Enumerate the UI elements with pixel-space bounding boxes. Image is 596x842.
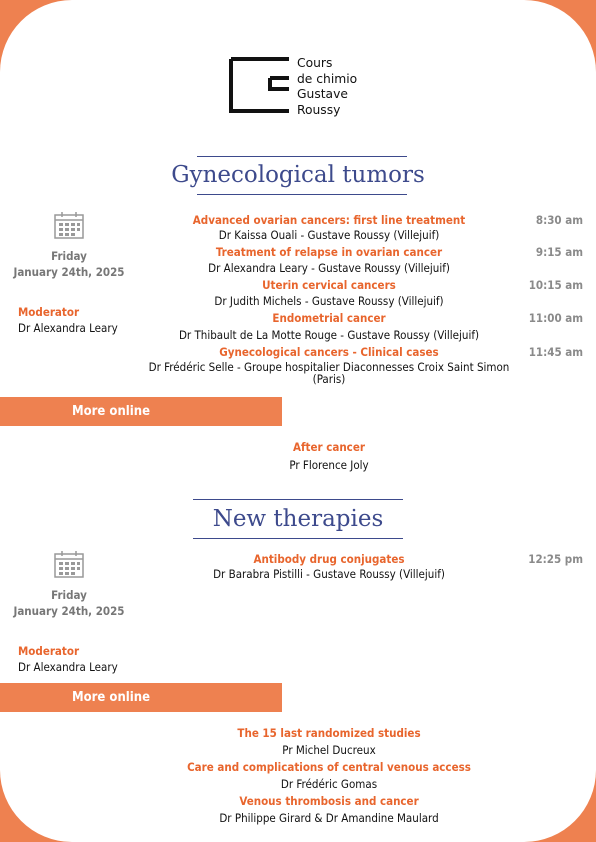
logo-line: Roussy	[297, 102, 341, 117]
talk-speaker: Dr Judith Michels - Gustave Roussy (Villejuif)	[214, 294, 444, 308]
divider	[197, 194, 407, 195]
talk-title: Advanced ovarian cancers: first line treatment	[192, 213, 466, 227]
online-talk-title: The 15 last randomized studies	[237, 726, 421, 740]
more-online-banner	[0, 683, 282, 712]
session-day: Friday	[51, 588, 87, 602]
talk-title: Treatment of relapse in ovarian cancer	[215, 245, 443, 259]
logo-line: Gustave	[297, 87, 348, 101]
talk-time: 9:15 am	[535, 245, 583, 259]
talk-speaker: Dr Barabra Pistilli - Gustave Roussy (Villejuif)	[213, 567, 445, 581]
divider	[193, 538, 403, 539]
session-date: January 24th, 2025	[13, 265, 125, 279]
session-day: Friday	[51, 249, 87, 263]
talk-title: Gynecological cancers - Clinical cases	[219, 345, 439, 359]
logo-mark-icon	[229, 57, 291, 113]
talk-speaker: Dr Thibault de La Motte Rouge - Gustave Roussy (Villejuif)	[178, 328, 480, 342]
online-talk-speaker: Dr Philippe Girard & Dr Amandine Maulard	[219, 811, 439, 825]
online-talk-title: Care and complications of central venous access	[187, 760, 471, 774]
talk-title: Endometrial cancer	[272, 311, 386, 325]
online-talk-title: After cancer	[293, 440, 365, 454]
moderator-label: Moderator	[18, 644, 80, 658]
more-online-label: More online	[71, 690, 151, 705]
talk-time: 12:25 pm	[528, 552, 583, 566]
moderator-label: Moderator	[18, 305, 80, 319]
talk-title: Uterin cervical cancers	[262, 278, 396, 292]
section-title: New therapies	[212, 506, 384, 532]
more-online-label: More online	[71, 404, 151, 419]
calendar-icon	[54, 550, 84, 578]
calendar-icon	[54, 211, 84, 239]
talk-time: 10:15 am	[528, 278, 583, 292]
online-talk-title: Venous thrombosis and cancer	[239, 794, 419, 808]
divider	[197, 156, 407, 157]
page-number: 9	[561, 815, 568, 826]
logo-line: Cours	[297, 56, 333, 70]
online-talk-speaker: Dr Frédéric Gomas	[280, 777, 378, 791]
logo-text	[297, 56, 357, 118]
talk-title: Antibody drug conjugates	[253, 552, 405, 566]
section-title: Gynecological tumors	[171, 162, 425, 188]
talk-time: 8:30 am	[535, 213, 583, 227]
divider	[193, 499, 403, 500]
moderator-name: Dr Alexandra Leary	[18, 660, 118, 674]
online-talk-speaker: Pr Florence Joly	[289, 458, 369, 472]
talk-time: 11:00 am	[528, 311, 583, 325]
talk-speaker: Dr Kaissa Ouali - Gustave Roussy (Villejuif)	[218, 228, 440, 242]
logo-line: de chimio	[297, 71, 358, 86]
session-date: January 24th, 2025	[13, 604, 125, 618]
talk-time: 11:45 am	[528, 345, 583, 359]
moderator-name: Dr Alexandra Leary	[18, 321, 118, 335]
more-online-banner	[0, 397, 282, 426]
talk-speaker: Dr Frédéric Selle - Groupe hospitalier Diaconnesses Croix Saint Simon (Paris)	[148, 360, 510, 386]
talk-speaker: Dr Alexandra Leary - Gustave Roussy (Villejuif)	[208, 261, 450, 275]
online-talk-speaker: Pr Michel Ducreux	[282, 743, 376, 757]
